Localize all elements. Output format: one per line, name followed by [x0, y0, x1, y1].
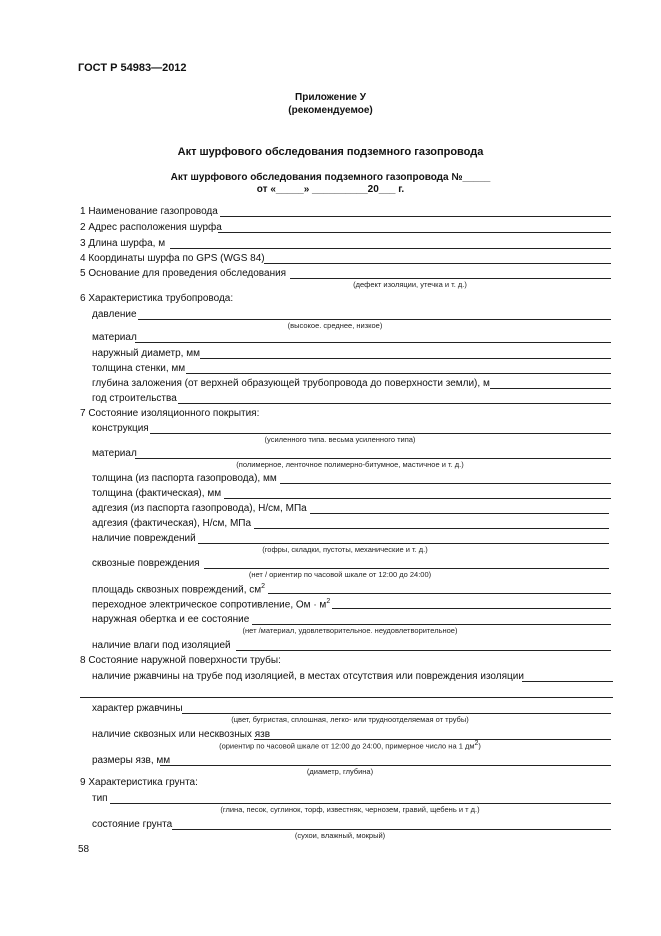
damage-area-text: площадь сквозных повреждений, см: [92, 584, 262, 596]
item-2-label: 2 Адрес расположения шурфа: [80, 222, 222, 233]
pipe-material-field[interactable]: [135, 342, 611, 343]
coating-material-label: материал: [92, 448, 137, 459]
coating-material-hint: (полимерное, ленточное полимерно-битумное, мастичное и т. д.): [236, 460, 464, 469]
moisture-field[interactable]: [236, 650, 611, 651]
rust-presence-field-2[interactable]: [80, 697, 613, 698]
item-9-label: 9 Характеристика грунта:: [80, 777, 198, 788]
item-3-field[interactable]: [170, 248, 611, 249]
item-8-label: 8 Состояние наружной поверхности трубы:: [80, 655, 281, 666]
pit-sizes-hint: (диаметр, глубина): [306, 767, 374, 776]
item-7-label: 7 Состояние изоляционного покрытия:: [80, 408, 260, 419]
coating-construction-hint: (усиленного типа. весьма усиленного типа): [264, 435, 416, 444]
resistance-text: переходное электрическое сопротивление, Ом · м: [92, 599, 327, 611]
damage-area-label: [92, 583, 265, 595]
outer-diameter-label: наружный диаметр, мм: [92, 348, 200, 359]
pits-label: наличие сквозных или несквозных язв: [92, 729, 271, 740]
standard-number: ГОСТ Р 54983—2012: [78, 62, 187, 74]
pipe-material-label: материал: [92, 332, 137, 343]
resistance-sup: 2: [326, 598, 331, 605]
pits-hint: (ориентир по часовой шкале от 12:00 до 24:00, примерное число на 1 $дм^2$): [219, 740, 481, 751]
wall-thickness-field[interactable]: [186, 373, 611, 374]
item-3-label: 3 Длина шурфа, м: [80, 238, 166, 249]
soil-state-field[interactable]: [172, 829, 611, 830]
depth-field[interactable]: [490, 388, 611, 389]
resistance-label: [92, 598, 330, 610]
soil-type-hint: (глина, песок, суглинок, торф, известняк, чернозем, гравий, щебень и т д.): [220, 805, 480, 814]
adhesion-passport-field[interactable]: [310, 513, 609, 514]
act-date-line: от «_____» __________20___ г.: [256, 184, 405, 195]
document-title: Акт шурфового обследования подземного газопровода: [177, 146, 484, 158]
page-number: 58: [78, 844, 90, 855]
adhesion-actual-field[interactable]: [254, 528, 609, 529]
pressure-field[interactable]: [138, 319, 611, 320]
through-damage-hint: (нет / ориентир по часовой шкале от 12:00 до 24:00): [248, 570, 432, 579]
adhesion-passport-label: адгезия (из паспорта газопровода), Н/см, МПа: [92, 503, 307, 514]
rust-type-hint: (цвет, бугристая, сплошная, легко- или трудноотделяемая от трубы): [231, 715, 469, 724]
damage-area-field[interactable]: [268, 593, 611, 594]
item-5-field[interactable]: [290, 278, 611, 279]
depth-label: глубина заложения (от верхней образующей трубопровода до поверхности земли), м: [92, 378, 490, 389]
soil-state-label: состояние грунта: [92, 819, 173, 830]
soil-type-label: тип: [92, 793, 108, 804]
through-damage-field[interactable]: [204, 568, 609, 569]
coating-material-field[interactable]: [135, 458, 611, 459]
item-4-field[interactable]: [264, 263, 611, 264]
item-1-field[interactable]: [220, 216, 611, 217]
pits-hint-sup: 2: [474, 740, 479, 747]
rust-presence-label: наличие ржавчины на трубе под изоляцией, в местах отсутствия или повреждения изоляции: [92, 671, 524, 682]
damage-area-sup: 2: [261, 583, 266, 590]
wall-thickness-label: толщина стенки, мм: [92, 363, 186, 374]
damage-hint: (гофры, складки, пустоты, механические и т. д.): [262, 545, 428, 554]
thickness-passport-label: толщина (из паспорта газопровода), мм: [92, 473, 277, 484]
item-4-label: 4 Координаты шурфа по GPS (WGS 84): [80, 253, 265, 264]
damage-field[interactable]: [198, 543, 609, 544]
coating-construction-label: конструкция: [92, 423, 149, 434]
item-6-label: 6 Характеристика трубопровода:: [80, 293, 234, 304]
item-5-hint: (дефект изоляции, утечка и т. д.): [353, 280, 467, 289]
outer-diameter-field[interactable]: [200, 358, 611, 359]
adhesion-actual-label: адгезия (фактическая), Н/см, МПа: [92, 518, 252, 529]
appendix-subtitle: (рекомендуемое): [288, 105, 373, 116]
damage-label: наличие повреждений: [92, 533, 196, 544]
thickness-actual-label: толщина (фактическая), мм: [92, 488, 222, 499]
construction-year-field[interactable]: [178, 403, 611, 404]
item-5-label: 5 Основание для проведения обследования: [80, 268, 287, 279]
pit-sizes-field[interactable]: [160, 765, 611, 766]
coating-construction-field[interactable]: [150, 433, 611, 434]
appendix-title: Приложение У: [295, 92, 366, 103]
construction-year-label: год строительства: [92, 393, 177, 404]
soil-type-field[interactable]: [110, 803, 611, 804]
wrap-field[interactable]: [252, 624, 611, 625]
soil-state-hint: (сухои, влажный, мокрый): [294, 831, 386, 840]
rust-type-label: характер ржавчины: [92, 703, 183, 714]
rust-presence-field[interactable]: [522, 681, 613, 682]
moisture-label: наличие влаги под изоляцией: [92, 640, 231, 651]
item-2-field[interactable]: [218, 232, 611, 233]
wrap-label: наружная обертка и ее состояние: [92, 614, 250, 625]
thickness-actual-field[interactable]: [224, 498, 611, 499]
resistance-field[interactable]: [332, 608, 611, 609]
pressure-label: давление: [92, 309, 137, 320]
wrap-hint: (нет /материал, удовлетворительное. неудовлетворительное): [242, 626, 458, 635]
act-number-line: Акт шурфового обследования подземного газопровода №_____: [170, 172, 491, 183]
pressure-hint: (высокое. среднее, низкое): [287, 321, 383, 330]
item-1-label: 1 Наименование газопровода: [80, 206, 218, 217]
rust-type-field[interactable]: [182, 713, 611, 714]
pits-hint-text: (ориентир по часовой шкале от 12:00 до 24:00, примерное число на 1 дм: [219, 741, 475, 751]
pit-sizes-label: размеры язв, мм: [92, 755, 171, 766]
through-damage-label: сквозные повреждения: [92, 558, 200, 569]
thickness-passport-field[interactable]: [280, 483, 611, 484]
